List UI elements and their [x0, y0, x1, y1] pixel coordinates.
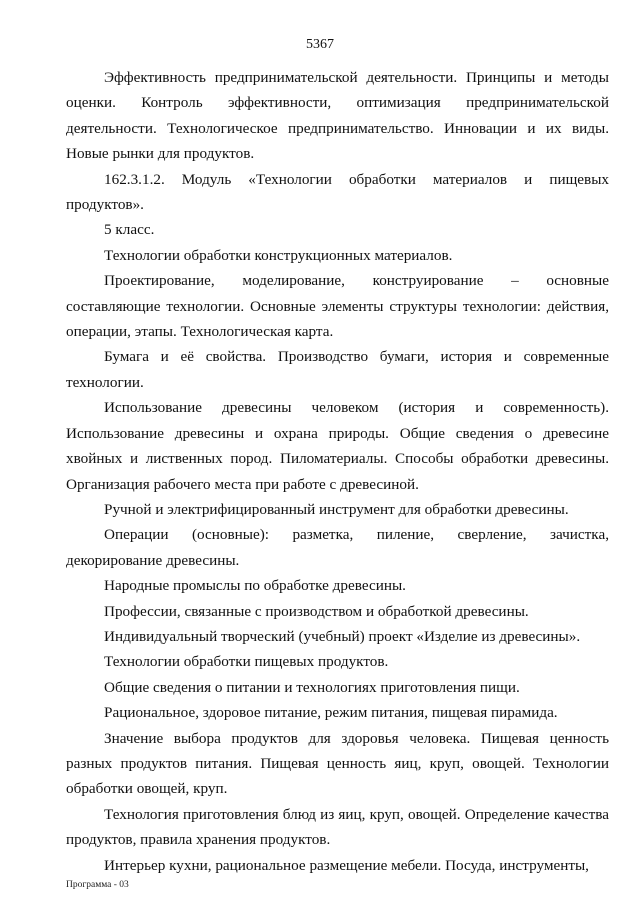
paragraph: Технология приготовления блюд из яиц, круп, овощей. Определение качества продуктов, правила хранения продуктов. [66, 805, 609, 849]
paragraph: Технологии обработки конструкционных материалов. [104, 246, 453, 264]
paragraph: 162.3.1.2. Модуль «Технологии обработки материалов и пищевых продуктов». [66, 170, 609, 214]
paragraph: Индивидуальный творческий (учебный) проект «Изделие из древесины». [104, 627, 581, 645]
paragraph: Ручной и электрифицированный инструмент для обработки древесины. [104, 500, 569, 518]
paragraph: Технологии обработки пищевых продуктов. [104, 653, 389, 671]
paragraph: Операции (основные): разметка, пиление, сверление, зачистка, декорирование древесины. [66, 526, 609, 569]
paragraph: Проектирование, моделирование, конструирование – основные составляющие технологии. Основные элементы структуры технологии: действия, операции, этапы. Технологическая карта. [66, 272, 609, 341]
paragraph: Бумага и её свойства. Производство бумаги, история и современные технологии. [66, 348, 609, 391]
paragraph: Использование древесины человеком (история и современность). Использование древесины и охрана природы. Общие сведения о древесине хвойных и лиственных пород. Пиломатериалы. Способы обработки древесины. Организация рабочего места при работе с древесиной. [66, 399, 609, 493]
page-number: 5367 [306, 37, 334, 52]
body-text [66, 65, 609, 878]
paragraph: Народные промыслы по обработке древесины. [104, 577, 406, 595]
paragraph: Интерьер кухни, рациональное размещение мебели. Посуда, инструменты, [104, 856, 589, 874]
paragraph: Общие сведения о питании и технологиях приготовления пищи. [104, 678, 520, 696]
footer-program-label: Программа - 03 [66, 880, 129, 890]
paragraph: Эффективность предпринимательской деятельности. Принципы и методы оценки. Контроль эффективности, оптимизация предпринимательской деятельности. Технологическое предпринимательство. Инновации и их виды. Новые рынки для продуктов. [66, 69, 609, 163]
paragraph: 5 класс. [104, 221, 155, 239]
paragraph: Профессии, связанные с производством и обработкой древесины. [104, 602, 529, 620]
paragraph: Значение выбора продуктов для здоровья человека. Пищевая ценность разных продуктов питания. Пищевая ценность яиц, круп, овощей. Технологии обработки овощей, круп. [66, 729, 609, 798]
paragraph: Рациональное, здоровое питание, режим питания, пищевая пирамида. [104, 704, 558, 722]
